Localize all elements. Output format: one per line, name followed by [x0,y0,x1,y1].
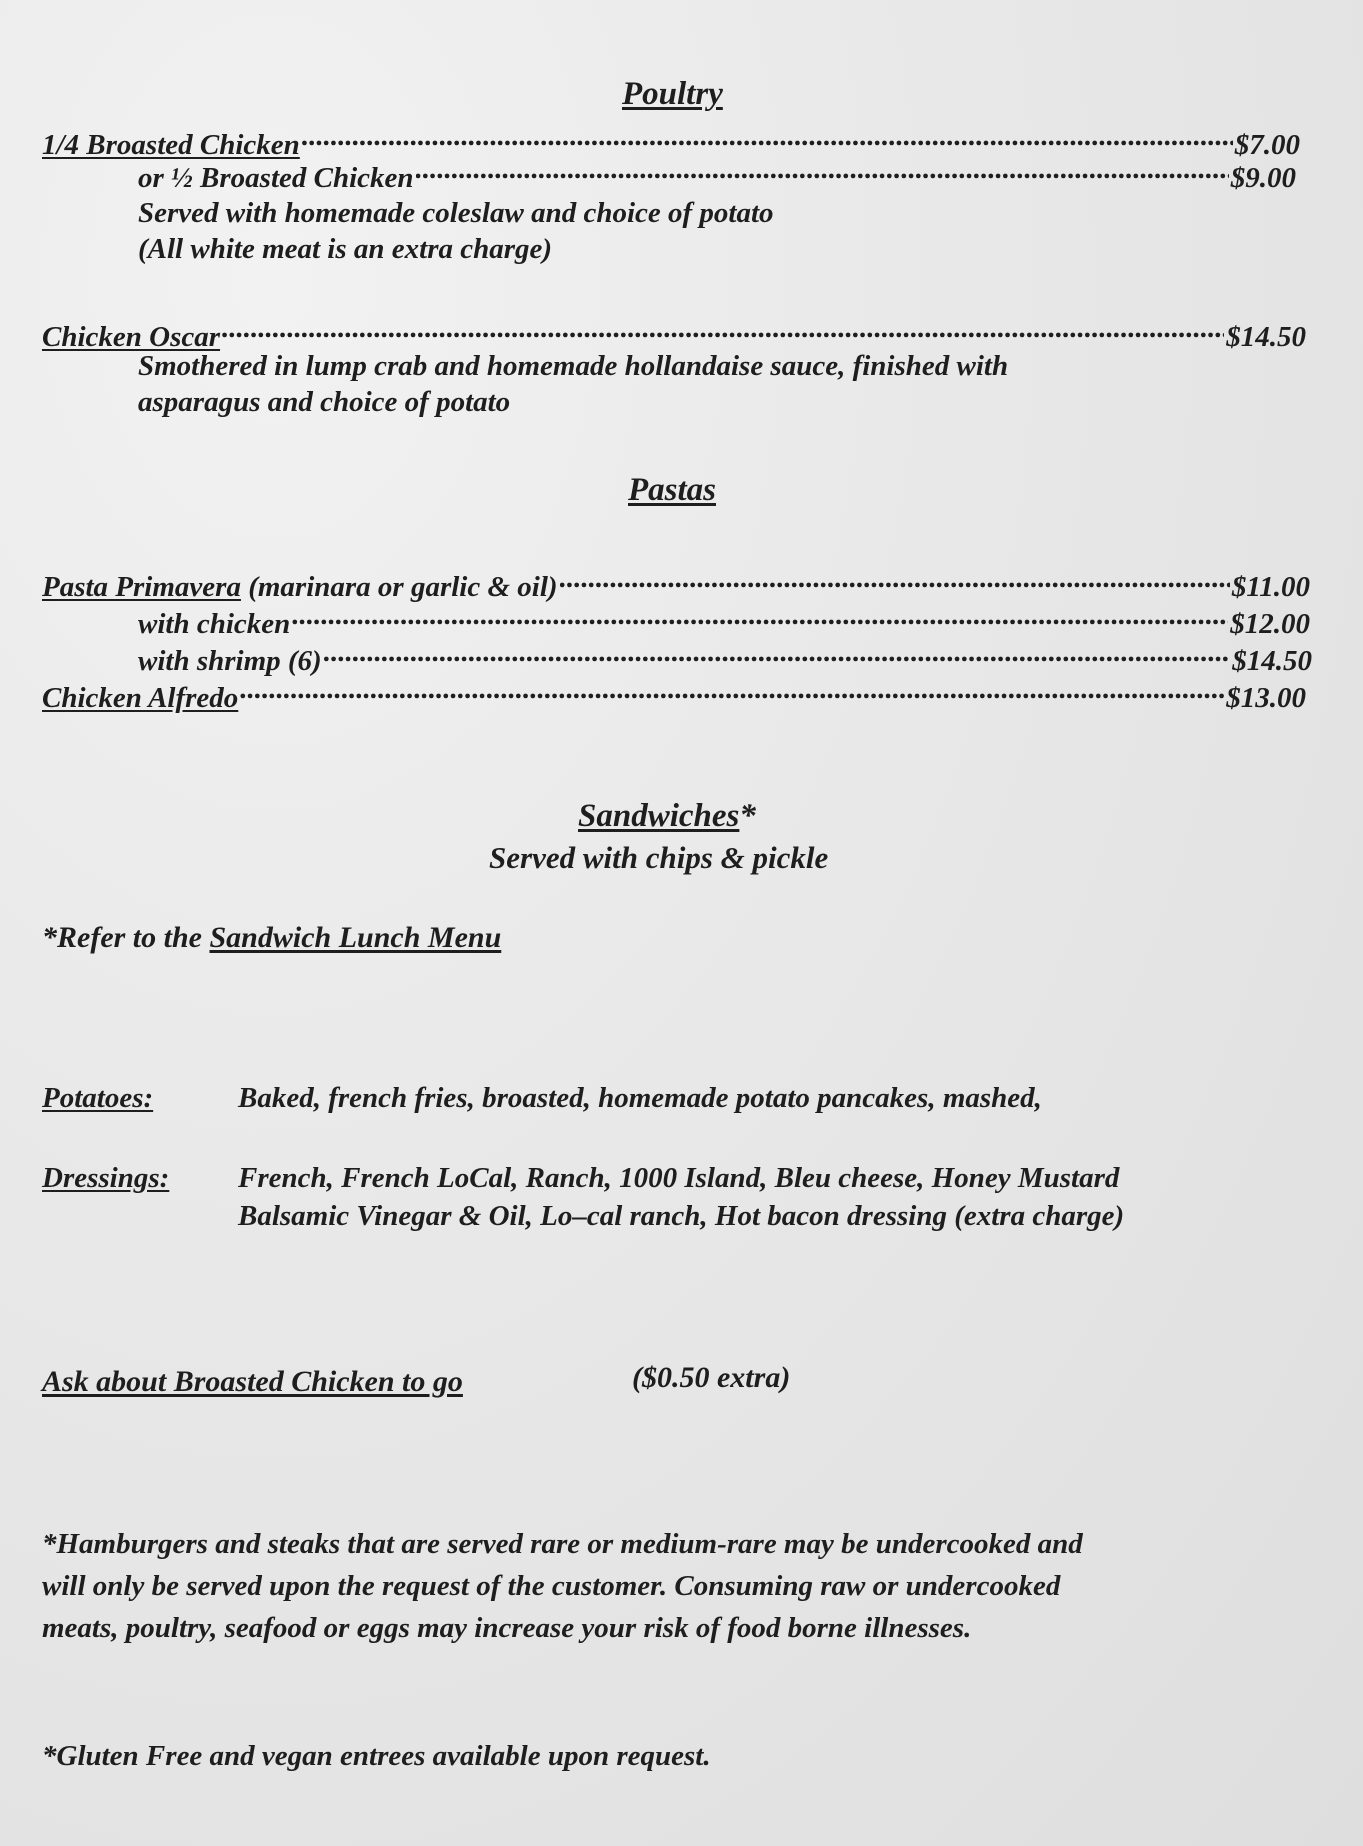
dressings-label: Dressings: [42,1162,170,1194]
dot-leader [560,560,1230,596]
menu-item-half-chicken [138,151,1296,196]
item-price: $12.00 [1230,608,1310,640]
item-name: Chicken Alfredo [42,682,239,714]
oscar-description: asparagus and choice of potato [138,386,511,418]
sandwiches-title: Sandwiches [578,798,740,834]
dot-leader [302,118,1233,154]
broasted-to-go-note: Ask about Broasted Chicken to go [42,1365,463,1398]
sandwiches-subtitle: Served with chips & pickle [489,840,829,875]
item-suffix: (marinara or garlic & oil) [240,571,558,603]
food-safety-disclaimer: meats, poultry, seafood or eggs may increase your risk of food borne illnesses. [42,1612,972,1644]
item-price: $14.50 [1226,321,1306,353]
item-price: $9.00 [1230,162,1296,194]
item-name: or ½ Broasted Chicken [138,162,414,194]
dressings-options: French, French LoCal, Ranch, 1000 Island, Bleu cheese, Honey Mustard [238,1162,1120,1194]
item-price: $14.50 [1232,645,1312,677]
potatoes-options: Baked, french fries, broasted, homemade potato pancakes, mashed, [238,1082,1042,1114]
item-name: with chicken [138,608,291,640]
poultry-heading: Poultry [622,76,723,112]
dot-leader [324,634,1231,670]
food-safety-disclaimer: will only be served upon the request of the customer. Consuming raw or undercooked [42,1570,1061,1602]
refer-prefix: *Refer to the [42,921,210,954]
item-name: with shrimp (6) [138,645,322,677]
pastas-heading: Pastas [628,472,717,508]
menu-item-chicken-alfredo [42,671,1306,716]
item-name: 1/4 Broasted Chicken [42,129,300,161]
poultry-note: (All white meat is an extra charge) [138,233,553,265]
item-name: Chicken Oscar [42,321,221,353]
to-go-extra-charge: ($0.50 extra) [632,1361,791,1394]
potatoes-label: Potatoes: [42,1082,154,1114]
dot-leader [416,151,1229,187]
item-price: $13.00 [1226,682,1306,714]
dot-leader [222,310,1224,346]
item-name: Pasta Primavera [42,571,241,603]
item-price: $11.00 [1231,571,1310,603]
dressings-options: Balsamic Vinegar & Oil, Lo–cal ranch, Hot bacon dressing (extra charge) [238,1200,1125,1232]
gluten-free-note: *Gluten Free and vegan entrees available upon request. [42,1740,711,1772]
sandwich-lunch-menu-link[interactable]: Sandwich Lunch Menu [209,921,502,954]
dot-leader [292,597,1228,633]
sandwiches-heading [578,796,756,836]
dot-leader [240,671,1224,707]
item-price: $7.00 [1234,129,1300,161]
sandwich-refer-note [42,920,501,956]
food-safety-disclaimer: *Hamburgers and steaks that are served rare or medium-rare may be undercooked and [42,1528,1083,1560]
sandwiches-asterisk: * [739,798,756,834]
poultry-note: Served with homemade coleslaw and choice of potato [138,197,774,229]
oscar-description: Smothered in lump crab and homemade hollandaise sauce, finished with [138,350,1009,382]
